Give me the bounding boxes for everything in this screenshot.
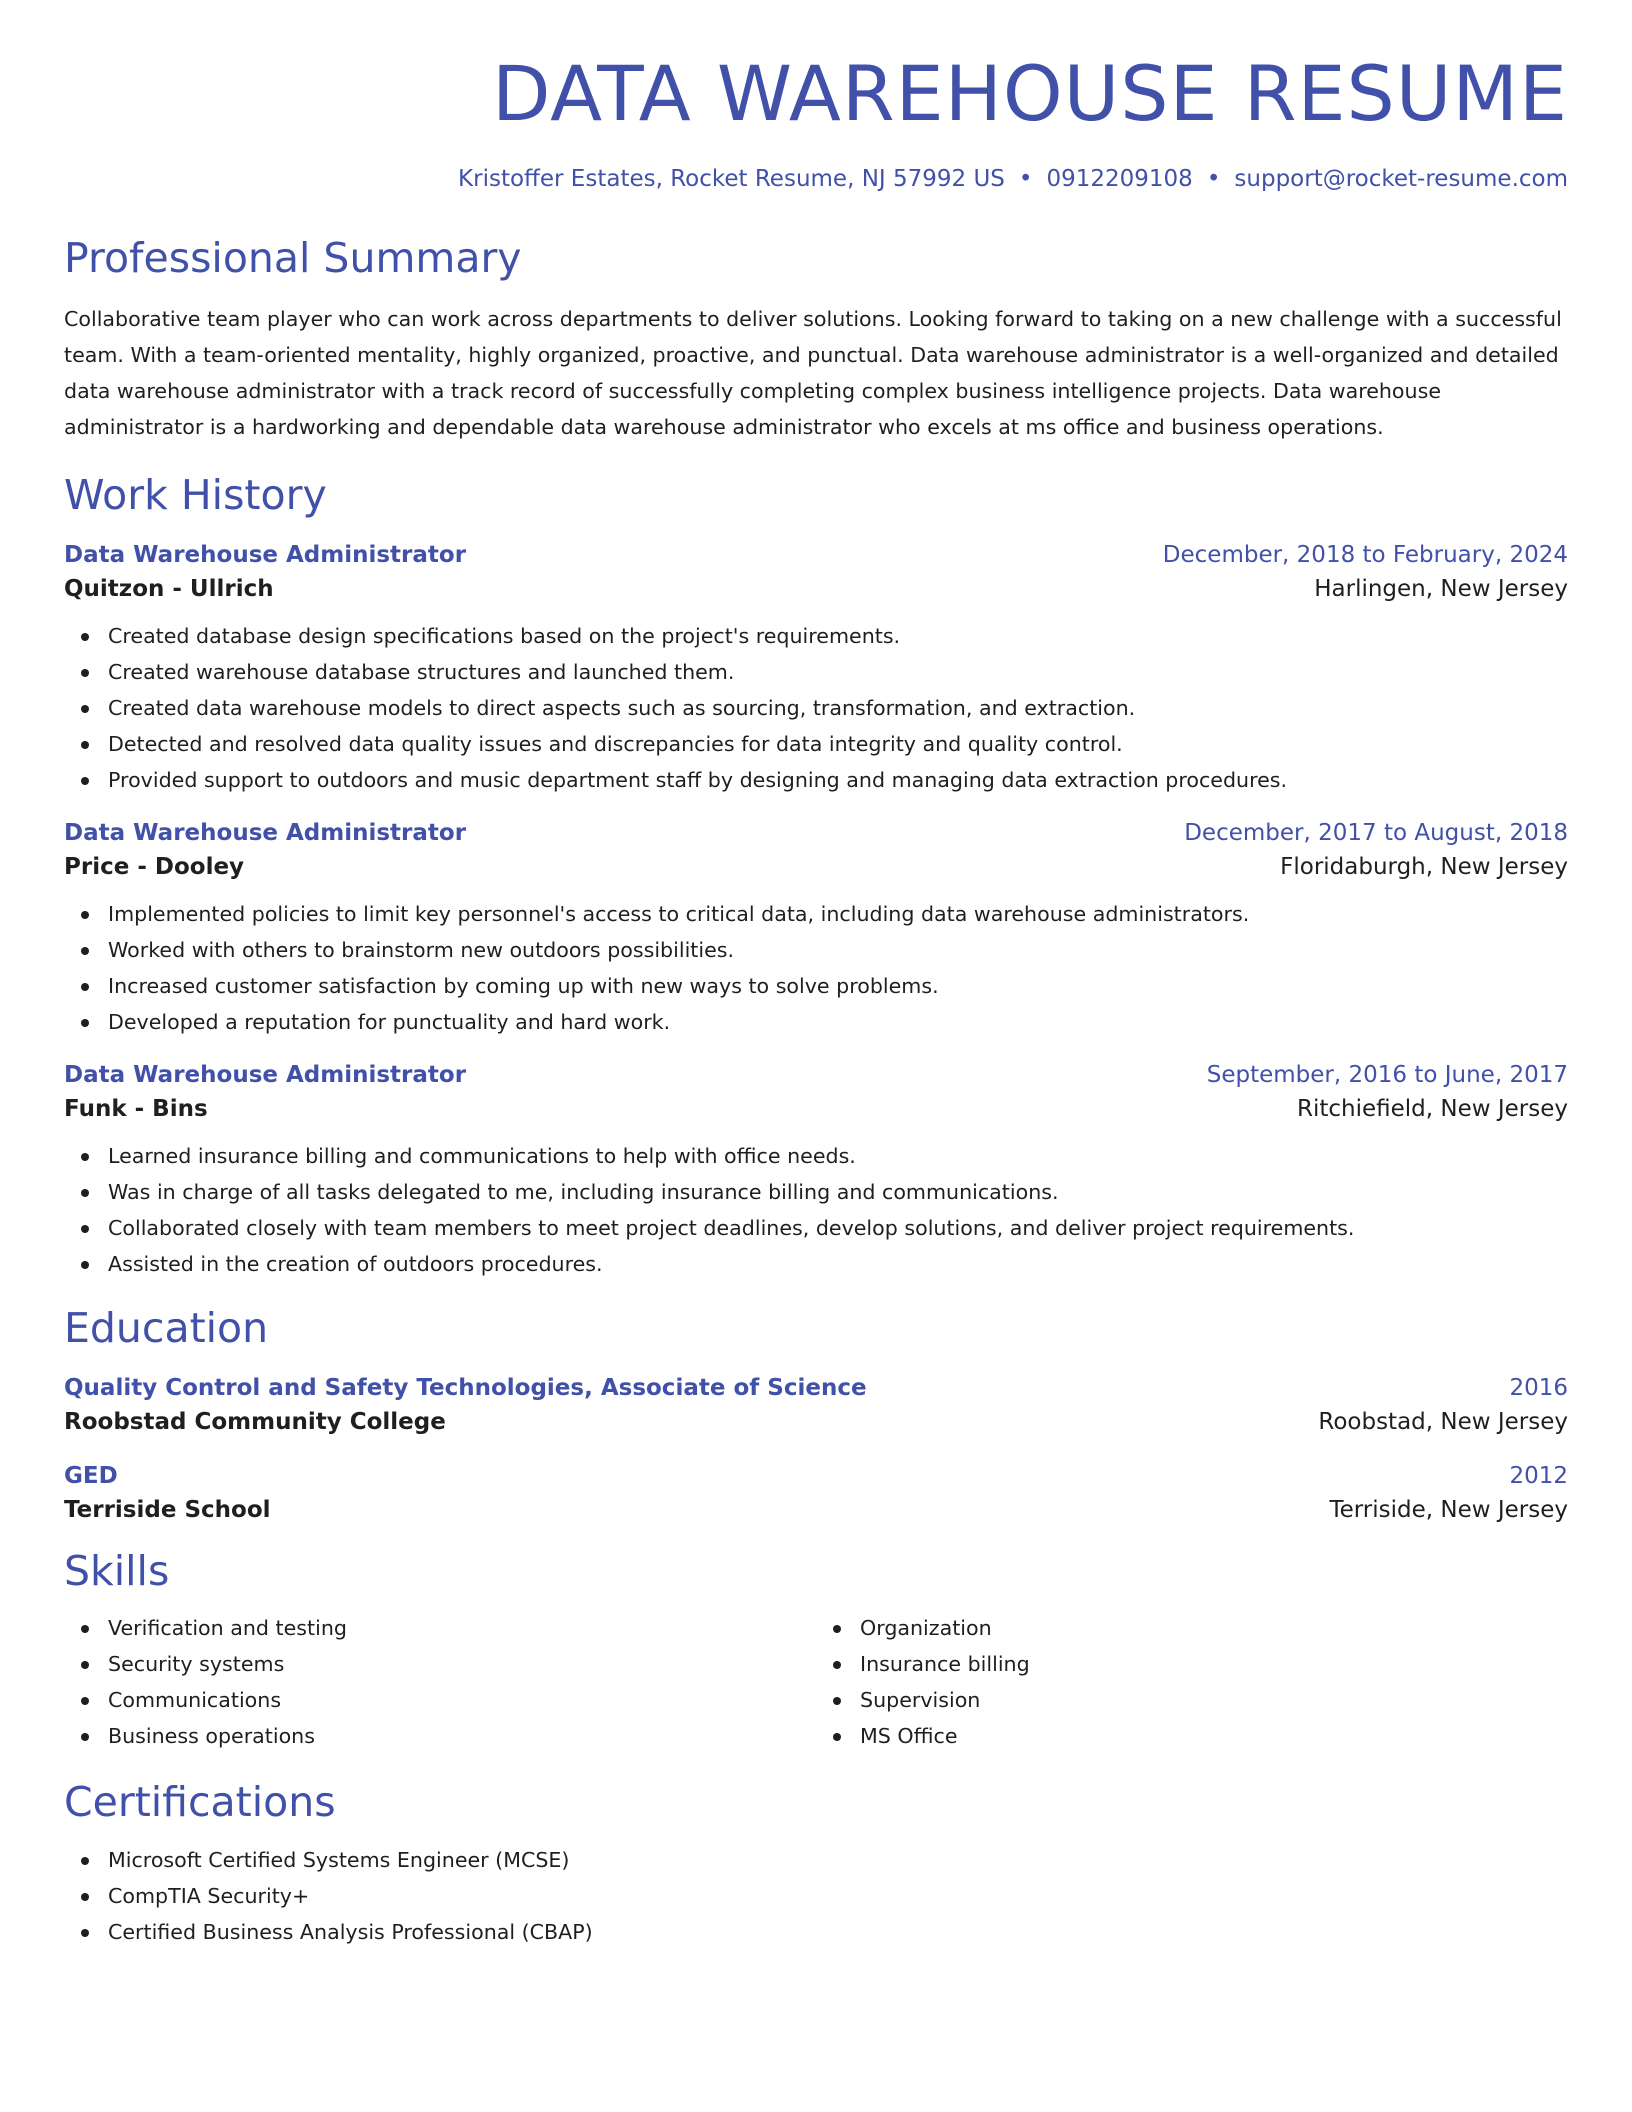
contact-address: Kristoffer Estates, Rocket Resume, NJ 57992 US — [458, 165, 1005, 192]
list-item: Detected and resolved data quality issues and discrepancies for data integrity and quality control. — [108, 726, 1568, 762]
job-bullets — [64, 1138, 1568, 1282]
contact-separator: • — [1018, 165, 1033, 192]
skills-list-left — [64, 1610, 816, 1754]
education-location: Roobstad, New Jersey — [1318, 1409, 1568, 1436]
job-company-row — [64, 576, 1568, 602]
job-role: Data Warehouse Administrator — [64, 1061, 467, 1088]
job-role: Data Warehouse Administrator — [64, 541, 467, 568]
work-section — [64, 471, 1568, 1282]
list-item: Created database design specifications based on the project's requirements. — [108, 618, 1568, 654]
list-item: Provided support to outdoors and music department staff by designing and managing data extraction procedures. — [108, 762, 1568, 798]
job-entry — [64, 820, 1568, 1040]
job-location: Harlingen, New Jersey — [1314, 575, 1568, 602]
education-header-row — [64, 1463, 1568, 1489]
job-company: Quitzon - Ullrich — [64, 575, 274, 602]
list-item: Communications — [108, 1682, 816, 1718]
job-location: Ritchiefield, New Jersey — [1296, 1095, 1568, 1122]
list-item: Increased customer satisfaction by coming up with new ways to solve problems. — [108, 968, 1568, 1004]
education-heading: Education — [64, 1303, 269, 1352]
list-item: Learned insurance billing and communications to help with office needs. — [108, 1138, 1568, 1174]
list-item: Organization — [860, 1610, 1568, 1646]
list-item: Was in charge of all tasks delegated to me, including insurance billing and communications. — [108, 1174, 1568, 1210]
skills-section — [64, 1547, 1568, 1754]
list-item: CompTIA Security+ — [108, 1878, 1568, 1914]
certifications-list — [64, 1842, 1568, 1950]
education-section — [64, 1304, 1568, 1523]
summary-section — [64, 234, 1568, 445]
contact-line — [64, 166, 1568, 192]
job-company: Funk - Bins — [64, 1095, 208, 1122]
resume-title: DATA WAREHOUSE RESUME — [491, 49, 1568, 138]
education-school: Terriside School — [64, 1497, 271, 1524]
education-degree: Quality Control and Safety Technologies, Associate of Science — [64, 1375, 867, 1402]
list-item: Assisted in the creation of outdoors procedures. — [108, 1246, 1568, 1282]
contact-phone: 0912209108 — [1046, 165, 1193, 192]
resume-page — [64, 0, 1568, 1950]
list-item: Implemented policies to limit key personnel's access to critical data, including data warehouse administrators. — [108, 896, 1568, 932]
list-item: Supervision — [860, 1682, 1568, 1718]
list-item: Created data warehouse models to direct aspects such as sourcing, transformation, and extraction. — [108, 690, 1568, 726]
list-item: Security systems — [108, 1646, 816, 1682]
education-header-row — [64, 1375, 1568, 1401]
job-entry — [64, 542, 1568, 798]
list-item: Collaborated closely with team members to meet project deadlines, develop solutions, and deliver project requirements. — [108, 1210, 1568, 1246]
skills-grid — [64, 1610, 1568, 1754]
certifications-heading: Certifications — [64, 1778, 336, 1827]
job-location: Floridaburgh, New Jersey — [1280, 853, 1568, 880]
list-item: Created warehouse database structures and launched them. — [108, 654, 1568, 690]
certifications-section — [64, 1778, 1568, 1949]
job-company-row — [64, 1096, 1568, 1122]
education-entry — [64, 1463, 1568, 1523]
work-heading: Work History — [64, 470, 327, 519]
job-header-row — [64, 542, 1568, 568]
education-school-row — [64, 1497, 1568, 1523]
education-school-row — [64, 1409, 1568, 1435]
list-item: Business operations — [108, 1718, 816, 1754]
job-bullets — [64, 618, 1568, 798]
list-item: Worked with others to brainstorm new outdoors possibilities. — [108, 932, 1568, 968]
skills-list-right — [816, 1610, 1568, 1754]
job-company: Price - Dooley — [64, 853, 245, 880]
job-header-row — [64, 1062, 1568, 1088]
job-dates: September, 2016 to June, 2017 — [1206, 1061, 1568, 1088]
education-year: 2012 — [1509, 1463, 1568, 1490]
summary-heading: Professional Summary — [64, 233, 522, 282]
list-item: Insurance billing — [860, 1646, 1568, 1682]
education-location: Terriside, New Jersey — [1329, 1497, 1568, 1524]
contact-separator: • — [1206, 165, 1221, 192]
list-item: MS Office — [860, 1718, 1568, 1754]
list-item: Certified Business Analysis Professional (CBAP) — [108, 1914, 1568, 1950]
job-company-row — [64, 854, 1568, 880]
job-dates: December, 2017 to August, 2018 — [1184, 819, 1568, 846]
education-school: Roobstad Community College — [64, 1409, 446, 1436]
list-item: Microsoft Certified Systems Engineer (MCSE) — [108, 1842, 1568, 1878]
job-dates: December, 2018 to February, 2024 — [1162, 541, 1568, 568]
job-role: Data Warehouse Administrator — [64, 819, 467, 846]
education-year: 2016 — [1509, 1375, 1568, 1402]
education-degree: GED — [64, 1463, 118, 1490]
job-header-row — [64, 820, 1568, 846]
summary-text: Collaborative team player who can work across departments to deliver solutions. Looking forward to taking on a new challenge with a successful team. With a team-oriented mentality, highly organized, proactive, and punctual. Data warehouse administrator is a well-organized and detailed data warehouse administrator with a track record of successfully completing complex business intelligence projects. Data warehouse administrator is a hardworking and dependable data warehouse administrator who excels at ms office and business operations. — [64, 306, 1562, 439]
job-bullets — [64, 896, 1568, 1040]
list-item: Verification and testing — [108, 1610, 816, 1646]
list-item: Developed a reputation for punctuality and hard work. — [108, 1004, 1568, 1040]
job-entry — [64, 1062, 1568, 1282]
skills-heading: Skills — [64, 1547, 170, 1596]
contact-email[interactable]: support@rocket-resume.com — [1234, 165, 1568, 192]
education-entry — [64, 1375, 1568, 1435]
